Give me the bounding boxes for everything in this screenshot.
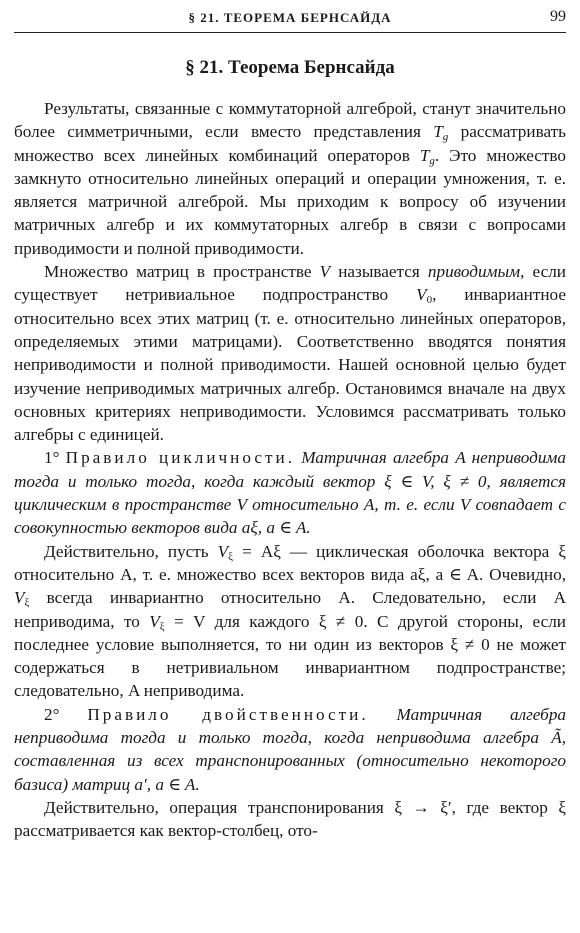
paragraph-1: Результаты, связанные с коммутаторной алгеброй, станут значительно более симметричными, если вместо представления $T_g$ рассматривать множество всех линейных комбинаций операторов $T_g$. Это множество замкнуто относительно линейных операций и операции умножения, т. е. является матричной алгеброй. Мы приходим к вопросу об изучении матричных алгебр и их коммутаторных алгебр в связи с вопросами приводимости и полной приводимости. (14, 99, 567, 258)
paragraph-proof-1: Действительно, пусть $V_\xi = A\xi$ — циклическая оболочка вектора ξ относительно A, т. е. множество всех векторов вида aξ, a ∈ A. Очевидно, $V_\xi$ всегда инвариантно относительно A. Следовательно, если A неприводима, то $V_\xi = V$ для каждого ξ ≠ 0. С другой стороны, если последнее условие выполняется, то ни один из векторов ξ ≠ 0 не может содержаться в нетривиальном инвариантном подпространстве; следовательно, A неприводима. (14, 541, 567, 701)
paragraph-rule-1: 1° Правило цикличности. Матричная алгебра A неприводима тогда и только тогда, когда каждый вектор ξ ∈ V, ξ ≠ 0, является циклическим в пространстве V относительно A, т. е. если V совпадает с совокупностью векторов вида aξ, a ∈ A. (14, 448, 566, 538)
rule-name-duality: Правило двойственности. (87, 704, 369, 724)
rule-statement: Матричная алгебра A неприводима тогда и только тогда, когда каждый вектор ξ ∈ V, ξ ≠ 0, является циклическим в пространстве V относительно A, т. е. если V совпадает с совокупностью векторов вида aξ, a ∈ A. (14, 448, 566, 538)
rule-name-cyclicity: Правило цикличности. (65, 448, 296, 468)
defined-term: приводимым (427, 262, 521, 282)
section-title: § 21. Теорема Бернсайда (185, 57, 395, 78)
running-title: § 21. ТЕОРЕМА БЕРНСАЙДА (188, 10, 392, 25)
paragraph-rule-2: 2° Правило двойственности. Матричная алгебра неприводима тогда и только тогда, когда неприводима алгебра Ã, составленная из всех транспонированных (относительно некоторого базиса) матриц a′, a ∈ A. (14, 704, 567, 794)
paragraph-2: Множество матриц в пространстве V называется приводимым, если существует нетривиальное подпространство $V_0$, инвариантное относительно всех этих матриц (т. е. относительно линейных операторов, определяемых этими матрицами). Соответственно вводятся понятия неприводимости и полной приводимости. Нашей основной целью будет изучение неприводимых матричных алгебр. Остановимся вначале на двух основных критериях неприводимости. Условимся рассматривать только алгебры с единицей. (14, 262, 566, 445)
book-page (14, 4, 566, 843)
page-number: 99 (550, 8, 566, 25)
paragraph-proof-2: Действительно, операция транспонирования ξ → ξ′, где вектор ξ рассматривается как вектор-столбец, ото- (14, 797, 566, 841)
running-header (14, 4, 566, 33)
rule-statement: Матричная алгебра неприводима тогда и только тогда, когда неприводима алгебра Ã, составленная из всех транспонированных (относительно некоторого базиса) матриц a′, a ∈ A. (14, 704, 567, 794)
